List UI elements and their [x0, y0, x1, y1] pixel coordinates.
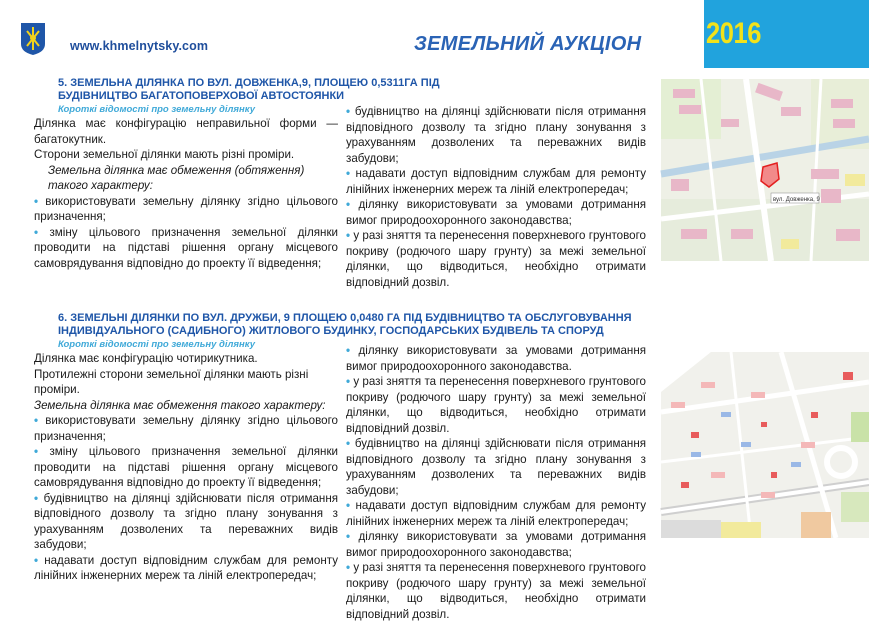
list-item: • використовувати земельну ділянку згідно цільового призначення; [34, 194, 338, 223]
section5-left-column [34, 116, 338, 271]
section5-text: Земельна ділянка має обмеження (обтяження) такого характеру: [48, 163, 305, 192]
list-item: • надавати доступ відповідним службам для ремонту лінійних інженерних мереж та ліній електропередач; [34, 553, 338, 582]
section6-map [661, 352, 869, 538]
coat-of-arms-icon [20, 22, 46, 56]
section5-text: Ділянка має конфігурацію неправильної форми — багатокутник. [34, 117, 338, 146]
section6-left-column [34, 351, 338, 584]
section6-text: Протилежні сторони земельної ділянки мають різні проміри. [34, 367, 309, 396]
section5-subtitle: Короткі відомості про земельну ділянку [58, 104, 255, 115]
site-url[interactable]: www.khmelnytsky.com [70, 39, 209, 53]
page-title: ЗЕМЕЛЬНИЙ АУКЦІОН [414, 33, 642, 55]
section5-title: 5. ЗЕМЕЛЬНА ДІЛЯНКА ПО ВУЛ. ДОВЖЕНКА,9, ПЛОЩЕЮ 0,5311ГА ПІД БУДІВНИЦТВО БАГАТОПОВЕРХОВОЇ АВТОСТОЯНКИ [58, 77, 440, 102]
section6-text: Земельна ділянка має обмеження такого характеру: [34, 398, 326, 412]
section6-subtitle: Короткі відомості про земельну ділянку [58, 339, 255, 350]
list-item: • зміну цільового призначення земельної ділянки проводити на підставі рішення органу місцевого самоврядування відповідно до проекту її відведення; [34, 445, 338, 489]
list-item: • у разі зняття та перенесення поверхневого грунтового покриву (родючого шару грунту) за межі земельної ділянки, що відводиться, необхідно отримати відповідний дозвіл. [346, 561, 646, 621]
map-label: вул. Довженка, 9 [773, 197, 820, 203]
list-item: • у разі зняття та перенесення поверхневого грунтового покриву (родючого шару грунту) за межі земельної ділянки, що відводиться, необхідно отримати відповідний дозвіл. [346, 229, 646, 289]
page-header [0, 0, 869, 72]
year-label: 2016 [706, 17, 762, 50]
list-item: • будівництво на ділянці здійснювати після отримання відповідного дозволу та згідно плану зонування з урахуванням дозволених та переважних видів забудови; [346, 105, 646, 165]
list-item: • ділянку використовувати за умовами дотримання вимог природоохоронного законодавства. [346, 344, 646, 373]
list-item: • будівництво на ділянці здійснювати після отримання відповідного дозволу та згідно плану зонування з урахуванням дозволених та переважних видів забудови; [34, 491, 339, 551]
section6-right-column [346, 343, 646, 622]
section5-right-column [346, 104, 646, 290]
list-item: • надавати доступ відповідним службам для ремонту лінійних інженерних мереж та ліній електропередач; [346, 499, 646, 528]
section6-title: 6. ЗЕМЕЛЬНІ ДІЛЯНКИ ПО ВУЛ. ДРУЖБИ, 9 ПЛОЩЕЮ 0,0480 ГА ПІД БУДІВНИЦТВО ТА ОБСЛУГОВУВАННЯ ІНДИВІДУАЛЬНОГО (САДИБНОГО) ЖИТЛОВОГО БУДИНКУ, ГОСПОДАРСЬКИХ БУДІВЕЛЬ ТА СПОРУД [58, 312, 632, 337]
section6-text: Ділянка має конфігурацію чотирикутника. [34, 352, 258, 365]
list-item: • зміну цільового призначення земельної ділянки проводити на підставі рішення органу місцевого самоврядування відповідно до проекту її відведення; [34, 225, 338, 270]
list-item: • надавати доступ відповідним службам для ремонту лінійних інженерних мереж та ліній електропередач; [346, 167, 646, 196]
list-item: • використовувати земельну ділянку згідно цільового призначення; [34, 414, 338, 443]
section5-map [661, 79, 869, 261]
list-item: • у разі зняття та перенесення поверхневого грунтового покриву (родючого шару грунту) за межі земельної ділянки, що відводиться, необхідно отримати відповідний дозвіл. [346, 375, 646, 435]
list-item: • ділянку використовувати за умовами дотримання вимог природоохоронного законодавства; [346, 198, 646, 227]
section5-text: Сторони земельної ділянки мають різні проміри. [34, 148, 295, 161]
list-item: • будівництво на ділянці здійснювати після отримання відповідного дозволу та згідно плану зонування з урахуванням дозволених та переважних видів забудови; [346, 437, 646, 497]
list-item: • ділянку використовувати за умовами дотримання вимог природоохоронного законодавства; [346, 530, 646, 559]
